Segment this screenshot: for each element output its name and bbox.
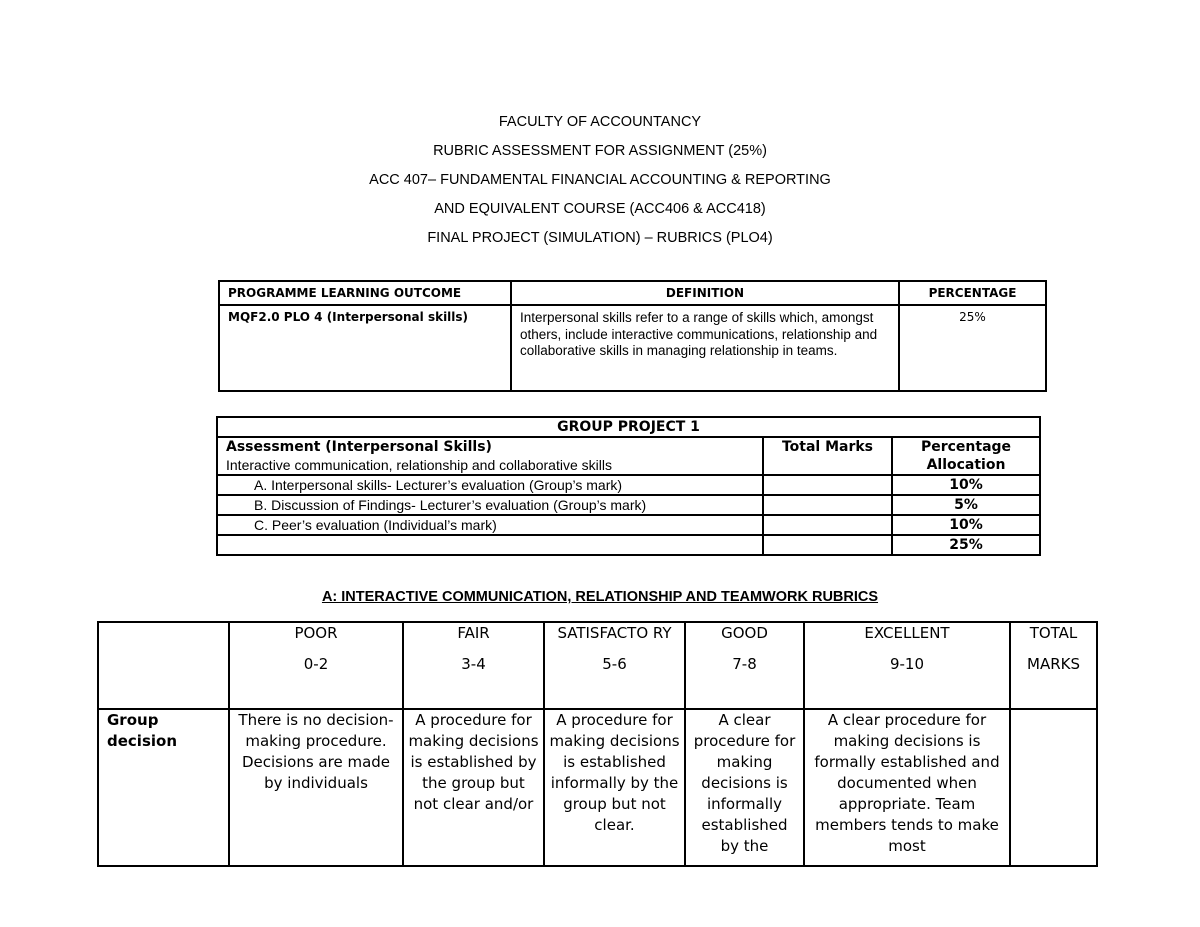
column-name: EXCELLENT <box>864 624 950 642</box>
table-row <box>217 475 1040 495</box>
plo-percentage: 25% <box>899 305 1046 391</box>
total-row <box>217 535 1040 555</box>
definition-header: DEFINITION <box>511 281 899 305</box>
column-name: POOR <box>294 624 338 642</box>
column-score: 5-6 <box>602 655 627 673</box>
column-score: 3-4 <box>461 655 486 673</box>
table-row <box>217 495 1040 515</box>
rubric-column-good <box>685 622 804 709</box>
rubric-column-total <box>1010 622 1097 709</box>
item-marks <box>763 515 892 535</box>
column-name: SATISFACTO RY <box>557 624 672 642</box>
item-label: A. Interpersonal skills- Lecturer’s evaluation (Group’s mark) <box>217 475 763 495</box>
column-score: 0-2 <box>303 655 329 673</box>
table-row <box>217 515 1040 535</box>
rubric-cell-excellent: A clear procedure for making decisions is formally established and documented when appropriate. Team members tends to make most <box>804 709 1010 866</box>
rubric-assessment-title: RUBRIC ASSESSMENT FOR ASSIGNMENT (25%) <box>433 143 767 159</box>
percentage-header: PERCENTAGE <box>899 281 1046 305</box>
rubric-cell-satisfactory: A procedure for making decisions is established informally by the group but not clear. <box>544 709 685 866</box>
assessment-description: Interactive communication, relationship and collaborative skills <box>226 457 612 473</box>
rubric-column-fair <box>403 622 544 709</box>
item-percentage: 5% <box>892 495 1040 515</box>
rubric-column-poor <box>229 622 403 709</box>
total-row-marks <box>763 535 892 555</box>
criterion-label: Group decision <box>98 709 229 866</box>
assessment-label: Assessment (Interpersonal Skills) <box>226 439 492 455</box>
plo-table <box>218 280 1047 392</box>
group-project-title: GROUP PROJECT 1 <box>217 417 1040 437</box>
percentage-header-line1: Percentage <box>920 439 1012 455</box>
item-label: B. Discussion of Findings- Lecturer’s evaluation (Group’s mark) <box>217 495 763 515</box>
course-title: ACC 407– FUNDAMENTAL FINANCIAL ACCOUNTING & REPORTING <box>369 172 831 188</box>
rubric-column-satisfactory <box>544 622 685 709</box>
total-header-line2: MARKS <box>1027 655 1080 673</box>
rubric-cell-good: A clear procedure for making decisions is informally established by the <box>685 709 804 866</box>
percentage-header-line2: Allocation <box>926 457 1006 473</box>
criterion-header-cell <box>98 622 229 709</box>
column-name: FAIR <box>457 624 490 642</box>
rubric-column-excellent <box>804 622 1010 709</box>
plo-definition: Interpersonal skills refer to a range of skills which, amongst others, include interactive communications, relationship and collaborative skills in managing relationship in teams. <box>511 305 899 391</box>
rubric-cell-fair: A procedure for making decisions is established by the group but not clear and/or <box>403 709 544 866</box>
plo-outcome: MQF2.0 PLO 4 (Interpersonal skills) <box>219 305 511 391</box>
rubric-cell-total <box>1010 709 1097 866</box>
item-marks <box>763 495 892 515</box>
equivalent-course: AND EQUIVALENT COURSE (ACC406 & ACC418) <box>434 201 766 217</box>
item-percentage: 10% <box>892 475 1040 495</box>
total-marks-header: Total Marks <box>763 437 892 475</box>
table-row <box>98 709 1097 866</box>
total-row-label <box>217 535 763 555</box>
faculty-title: FACULTY OF ACCOUNTANCY <box>498 114 702 130</box>
total-percentage: 25% <box>892 535 1040 555</box>
total-header-line1: TOTAL <box>1029 624 1078 642</box>
plo-header: PROGRAMME LEARNING OUTCOME <box>219 281 511 305</box>
rubric-cell-poor: There is no decision-making procedure. Decisions are made by individuals <box>229 709 403 866</box>
item-percentage: 10% <box>892 515 1040 535</box>
column-score: 9-10 <box>889 655 925 673</box>
rubric-table <box>97 621 1098 867</box>
group-project-table <box>216 416 1041 556</box>
rubric-section-title: A: INTERACTIVE COMMUNICATION, RELATIONSHIP AND TEAMWORK RUBRICS <box>321 589 879 605</box>
item-label: C. Peer’s evaluation (Individual’s mark) <box>217 515 763 535</box>
column-score: 7-8 <box>732 655 757 673</box>
column-name: GOOD <box>721 624 768 642</box>
final-project-title: FINAL PROJECT (SIMULATION) – RUBRICS (PLO4) <box>427 230 773 246</box>
item-marks <box>763 475 892 495</box>
document-header <box>0 108 1200 253</box>
